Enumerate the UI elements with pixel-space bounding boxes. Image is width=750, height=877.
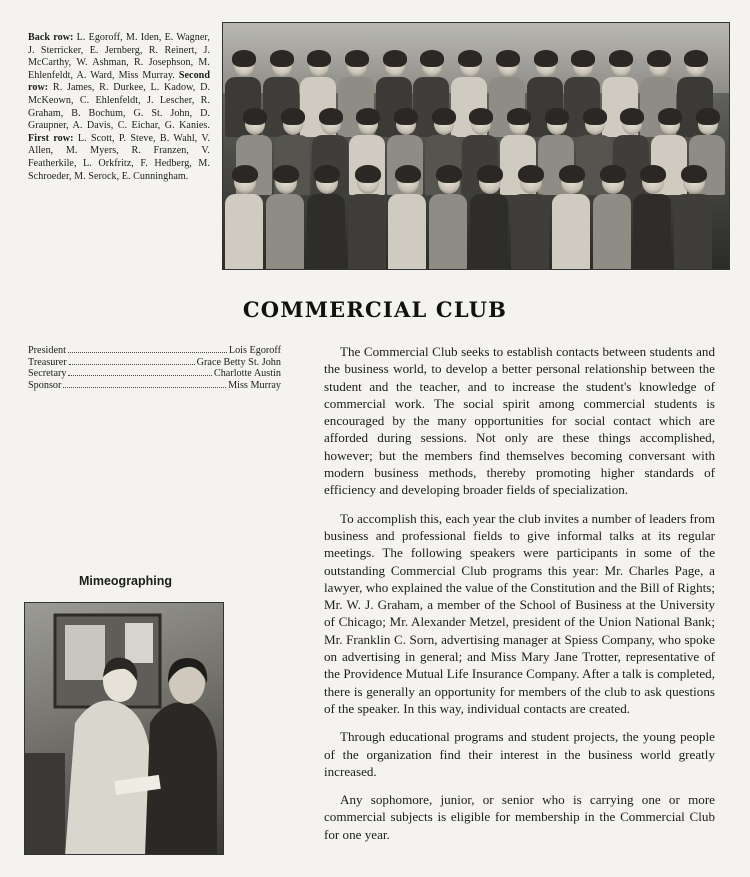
mimeo-photo bbox=[24, 602, 224, 855]
person-body bbox=[633, 194, 671, 270]
person-hair bbox=[345, 50, 369, 67]
officer-row bbox=[28, 345, 281, 357]
person-hair bbox=[307, 50, 331, 67]
officer-name: Lois Egoroff bbox=[228, 345, 281, 356]
person-hair bbox=[696, 108, 720, 125]
person-hair bbox=[395, 165, 421, 183]
leader-dots bbox=[69, 364, 195, 365]
page-title: COMMERCIAL CLUB bbox=[242, 297, 508, 322]
mimeo-illustration bbox=[25, 603, 224, 855]
person-hair bbox=[232, 50, 256, 67]
person-hair bbox=[356, 108, 380, 125]
person-hair bbox=[394, 108, 418, 125]
person-hair bbox=[469, 108, 493, 125]
photo-caption bbox=[28, 32, 210, 183]
person-body bbox=[225, 194, 263, 270]
officer-name: Charlotte Austin bbox=[213, 368, 281, 380]
officer-role: Sponsor bbox=[28, 379, 62, 391]
first-row-names: L. Scott, P. Steve, B. Wahl, V. Allen, M. Myers, R. Franzen, V. Featherkile, L. Orkfritz, F. Hedberg, M. Schroeder, M. Serock, E. Cunningham. bbox=[28, 132, 211, 182]
person-hair bbox=[559, 165, 585, 183]
person-hair bbox=[383, 50, 407, 67]
person-body bbox=[348, 194, 386, 270]
paragraph: The Commercial Club seeks to establish contacts between students and the business world, to develop a better personal relationship between the student and the teacher, and to increase the student's knowledge of commercial work. The social spirit among commercial students is encouraged by the many opportunities for social contact which are afforded during sessions. Not only are these things accomplished, however; but the members find themselves becoming conversant with modern business methods, thereby promoting higher standards of efficiency and developing broader fields of specialization. bbox=[324, 344, 715, 498]
officers-list bbox=[28, 345, 281, 391]
person-hair bbox=[640, 165, 666, 183]
back-row-label: Back row: bbox=[28, 32, 74, 43]
officer-row bbox=[28, 368, 281, 380]
officer-role: Secretary bbox=[28, 368, 67, 380]
person-hair bbox=[647, 50, 671, 67]
leader-dots bbox=[68, 352, 227, 353]
paragraph: To accomplish this, each year the club invites a number of leaders from business and professional fields to give informal talks at its regular meetings. The following speakers were participants in some of the outstanding Commercial Club programs this year: Mr. Charles Page, a lawyer, who explained the value of the Constitution and the Bill of Rights; Mr. W. J. Graham, a member of the School of Business at the University of Chicago; Mr. Alexander Metzel, president of the Union National Bank; Mr. Franklin C. Sorn, advertising manager at Spiess Company, who spoke on advertising in general; and Miss Mary Jane Trotter, representative of the Providence Mutual Life Insurance Company. After a talk is completed, there is generally an opportunity for members of the club to ask questions of the speaker. In this way, individual contacts are created. bbox=[324, 510, 715, 716]
woman-left-blouse bbox=[65, 701, 150, 856]
notice-paper bbox=[125, 623, 153, 663]
person-hair bbox=[620, 108, 644, 125]
paragraph: Any sophomore, junior, or senior who is carrying one or more commercial subjects is eligible for membership in the Commercial Club for one year. bbox=[324, 792, 715, 842]
body-text bbox=[324, 343, 715, 854]
officer-name: Grace Betty St. John bbox=[196, 356, 281, 368]
person-hair bbox=[477, 165, 503, 183]
person-hair bbox=[658, 108, 682, 125]
person-hair bbox=[281, 108, 305, 125]
person-hair bbox=[319, 108, 343, 125]
person-hair bbox=[458, 50, 482, 67]
person-hair bbox=[583, 108, 607, 125]
back-row-names: L. Egoroff, M. Iden, E. Wagner, J. Sterricker, E. Jernberg, R. Reinert, J. McCarthy, W. Ashman, R. Josephson, M. Ehlenfeldt, A. Ward, Miss Murray. bbox=[28, 32, 210, 81]
person-hair bbox=[314, 165, 340, 183]
first-row-label: First row: bbox=[28, 132, 74, 144]
person-body bbox=[511, 194, 549, 270]
paragraph: Through educational programs and student projects, the young people of the organization find their interest in the business world greatly increased. bbox=[324, 729, 715, 779]
person-body bbox=[470, 194, 508, 270]
leader-dots bbox=[68, 375, 211, 376]
person-body bbox=[593, 194, 631, 270]
person-hair bbox=[518, 165, 544, 183]
person-body bbox=[552, 194, 590, 270]
group-photo bbox=[222, 22, 730, 270]
officer-role: President bbox=[28, 345, 66, 356]
person-hair bbox=[681, 165, 707, 183]
person-body bbox=[388, 194, 426, 270]
second-row-names: R. James, R. Durkee, L. Kadow, D. McKeown, C. Ehlenfeldt, J. Lescher, R. Graham, B. Bochum, G. St. John, D. Graupner, A. Davis, C. Eichar, G. Kanies. bbox=[28, 82, 210, 132]
person-hair bbox=[534, 50, 558, 67]
person-hair bbox=[684, 50, 708, 67]
second-row-label: Second row: bbox=[28, 69, 210, 94]
person-hair bbox=[232, 165, 258, 183]
person-body bbox=[429, 194, 467, 270]
officer-row bbox=[28, 357, 281, 369]
person-hair bbox=[436, 165, 462, 183]
mimeo-caption: Mimeographing bbox=[78, 574, 173, 588]
person-hair bbox=[600, 165, 626, 183]
person-body bbox=[266, 194, 304, 270]
person-hair bbox=[609, 50, 633, 67]
person-hair bbox=[270, 50, 294, 67]
person-hair bbox=[507, 108, 531, 125]
person-hair bbox=[545, 108, 569, 125]
officer-name: Miss Murray bbox=[228, 379, 281, 391]
notice-paper bbox=[65, 625, 105, 680]
leader-dots bbox=[63, 387, 226, 388]
person-hair bbox=[420, 50, 444, 67]
machine bbox=[25, 753, 65, 855]
person-hair bbox=[432, 108, 456, 125]
person-hair bbox=[355, 165, 381, 183]
person-hair bbox=[243, 108, 267, 125]
person-body bbox=[674, 194, 712, 270]
person-hair bbox=[273, 165, 299, 183]
person-body bbox=[307, 194, 345, 270]
person-hair bbox=[571, 50, 595, 67]
person-hair bbox=[496, 50, 520, 67]
officer-role: Treasurer bbox=[28, 356, 67, 368]
officer-row bbox=[28, 380, 281, 392]
